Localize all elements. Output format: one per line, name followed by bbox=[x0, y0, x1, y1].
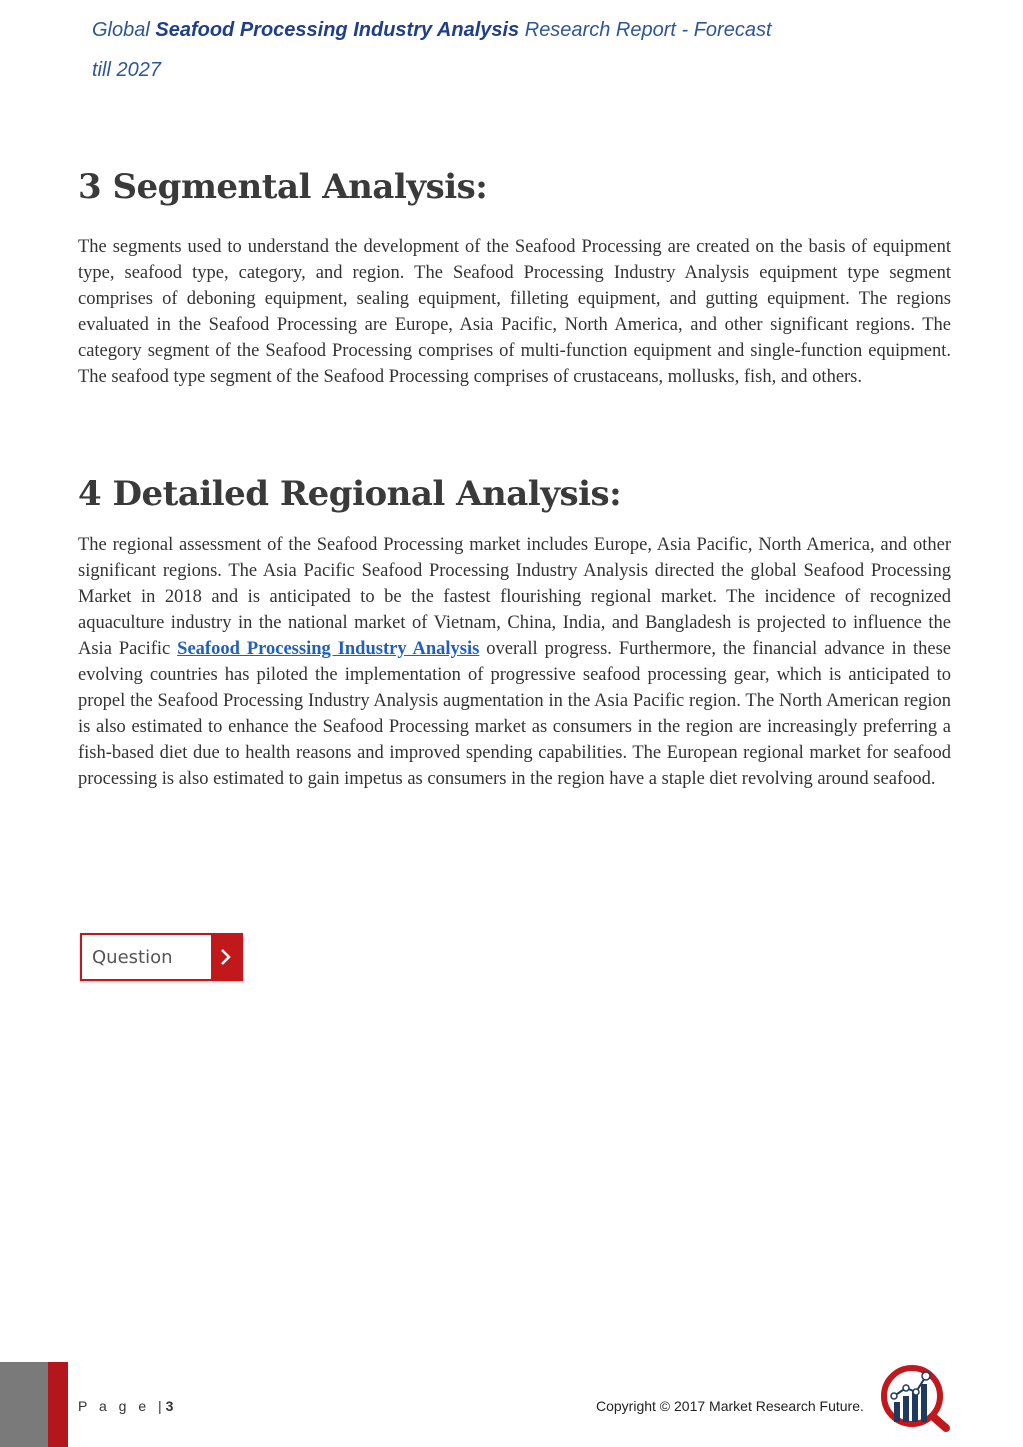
section-3-body: The segments used to understand the development of the Seafood Processing are created on the basis of equipment type, seafood type, category, and region. The Seafood Processing Industry Analysis equipment type segment comprises of deboning equipment, sealing equipment, filleting equipment, and gutting equipment. The regions evaluated in the Seafood Processing are Europe, Asia Pacific, North America, and other significant regions. The category segment of the Seafood Processing comprises of multi-function equipment and single-function equipment. The seafood type segment of the Seafood Processing comprises of crustaceans, mollusks, fish, and others. bbox=[78, 237, 951, 387]
magnifier-bar-chart-logo bbox=[874, 1362, 954, 1434]
footer-red-bar bbox=[48, 1362, 68, 1447]
page-label: P a g e | bbox=[78, 1398, 166, 1414]
section-4-body-start: The regional assessment of the Seafood Processing market includes Europe, Asia Pacific, North America, and other significant regions. The Asia Pacific Seafood Processing Industry Analysis directed the global Seafood Processing Market in 2018 and is anticipated to be the fastest flourishing regional market. The incidence of recognized aquaculture industry in the national market of Vietnam, China, India, and Bangladesh is projected to influence the Asia Pacific bbox=[78, 535, 951, 659]
seafood-processing-link[interactable]: Seafood Processing Industry Analysis bbox=[177, 639, 480, 659]
question-button[interactable] bbox=[80, 933, 243, 981]
footer-grey-bar bbox=[0, 1362, 48, 1447]
copyright-text: Copyright © 2017 Market Research Future. bbox=[596, 1398, 864, 1414]
page-number bbox=[78, 1398, 173, 1414]
section-3-heading: 3 Segmental Analysis: bbox=[78, 167, 488, 207]
page-number-value: 3 bbox=[165, 1398, 174, 1414]
section-4-body-end: overall progress. Furthermore, the financial advance in these evolving countries has piloted the implementation of progressive seafood processing gear, which is anticipated to propel the Seafood Processing Industry Analysis augmentation in the Asia Pacific region. The North American region is also estimated to enhance the Seafood Processing market as consumers in the region are increasingly preferring a fish-based diet due to health reasons and improved spending capabilities. The European regional market for seafood processing is also estimated to gain impetus as consumers in the region have a staple diet revolving around seafood. bbox=[78, 639, 951, 789]
header-prefix: Global bbox=[92, 19, 156, 41]
section-4-heading: 4 Detailed Regional Analysis: bbox=[78, 474, 622, 514]
question-button-label: Question bbox=[92, 946, 173, 968]
section-4-body bbox=[78, 532, 951, 792]
running-header bbox=[92, 10, 792, 90]
chevron-right-icon bbox=[211, 935, 241, 979]
header-title: Seafood Processing Industry Analysis bbox=[155, 19, 520, 41]
header-suffix: Research Report - Forecast till 2027 bbox=[92, 19, 772, 81]
